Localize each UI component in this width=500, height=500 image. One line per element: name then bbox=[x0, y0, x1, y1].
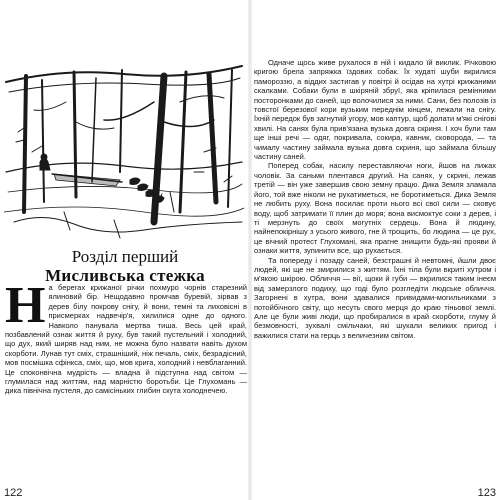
right-page bbox=[250, 0, 500, 500]
drop-cap: Н bbox=[5, 277, 46, 334]
chapter-title: Мисливська стежка bbox=[45, 266, 205, 285]
paragraph: а берегах крижаної річки похмуро чорнів старезний ялиновий бір. Нещодавно промчав буревій, зірвав з дерев білу покрову снігу, й вони, темні та лиховісні в присмерках надвечір'я, хилилися одне до одного. Навколо панувала мертва тиша. Весь цей край, позбавлений ознак життя й руху, був такий пустельний і холодний, що дух, який ширяв над ним, не можна було назвати навіть духом скорботи. Лунав тут сміх, страшніший, ніж печаль, сміх, безрадісний, мов посмішка сфінкса, сміх, що, мов крига, холодний і невблаганний. Це споконвічна мудрість — владна й підступна над світом — глумилася над життям, над марністю боротьби. Це Глухомань — дика північна пустеля, до самісіньких глибин скута холоднечею. bbox=[5, 283, 247, 396]
paragraph: Одначе щось живе рухалося в ній і кидало їй виклик. Річковою кригою брела запряжка їздових собак. Їх худаті шуби вкрилися памороззю, а віддих застигав у повітрі й осідав на хутрі крижаними скалками. Собаки були в шкіряній збруї, яка кріпилася ремінними посторонками до саней, що волочилися за ними. Сани, без полозів із товстої березової кори вузьким переднім кінцем, лежали на снігу. Їхній передок був загнутий угору, мов каптур, щоб долати м'які снігові хвилі. На санях була прив'язана вузька довга скриня. І хоч були там ще інші речі — одяг, покривала, сокира, кавник, сковорода, — та чималу частину займала вузька довга скриня, що займала більшу частину саней. bbox=[254, 58, 496, 162]
paragraph: Поперед собак, насилу переставляючи ноги, йшов на лижах чоловік. За саньми плентався другий. На санях, у скрині, лежав третій — він уже завершив свою земну працю. Дика Земля зламала його, той вже ніколи не рухатиметься, не боротиметься. Дика Земля не любить руху. Вона посилає проти нього всі свої сили — сковує воду, щоб затримати її плин до моря; вона висмоктує соки з дерев, і ті мерзнуть до своїх могутніх сердець. Вона й людину, найнепокірнішу з усього живого, гне й трощить, бо людина — це рух, це вічний протест Глухомані, яка прагне знищити будь-які прояви й ознаки життя, зупинити все, що рухається. bbox=[254, 161, 496, 256]
chapter-number: Розділ перший bbox=[71, 247, 179, 266]
forest-sled-illustration bbox=[4, 62, 244, 240]
page-number-right: 123 bbox=[477, 487, 496, 499]
right-body-text bbox=[254, 58, 496, 340]
left-body-text bbox=[5, 277, 247, 396]
page-number-left: 122 bbox=[4, 487, 23, 499]
paragraph: Та попереду і позаду саней, безстрашні й невтомні, йшли двоє людей, які ще не змирилися з життям. Їхні тіла були вкриті хутром і м'якою шкірою. Обличчя — вії, щоки й губи — вкрилися таким інеєм від замерзлого подиху, що годі було розгледіти людське обличчя. Загорнені в хутра, вони здавалися привидами-могильниками з потойбічного світу, що несуть свого мерця до краю тіньової землі. Але це були живі люди, що пробиралися в край скорботи, глуму й безмовності, зухвалі смільчаки, які шукали великих пригод і важилися стати на герць з величезним світом. bbox=[254, 255, 496, 340]
